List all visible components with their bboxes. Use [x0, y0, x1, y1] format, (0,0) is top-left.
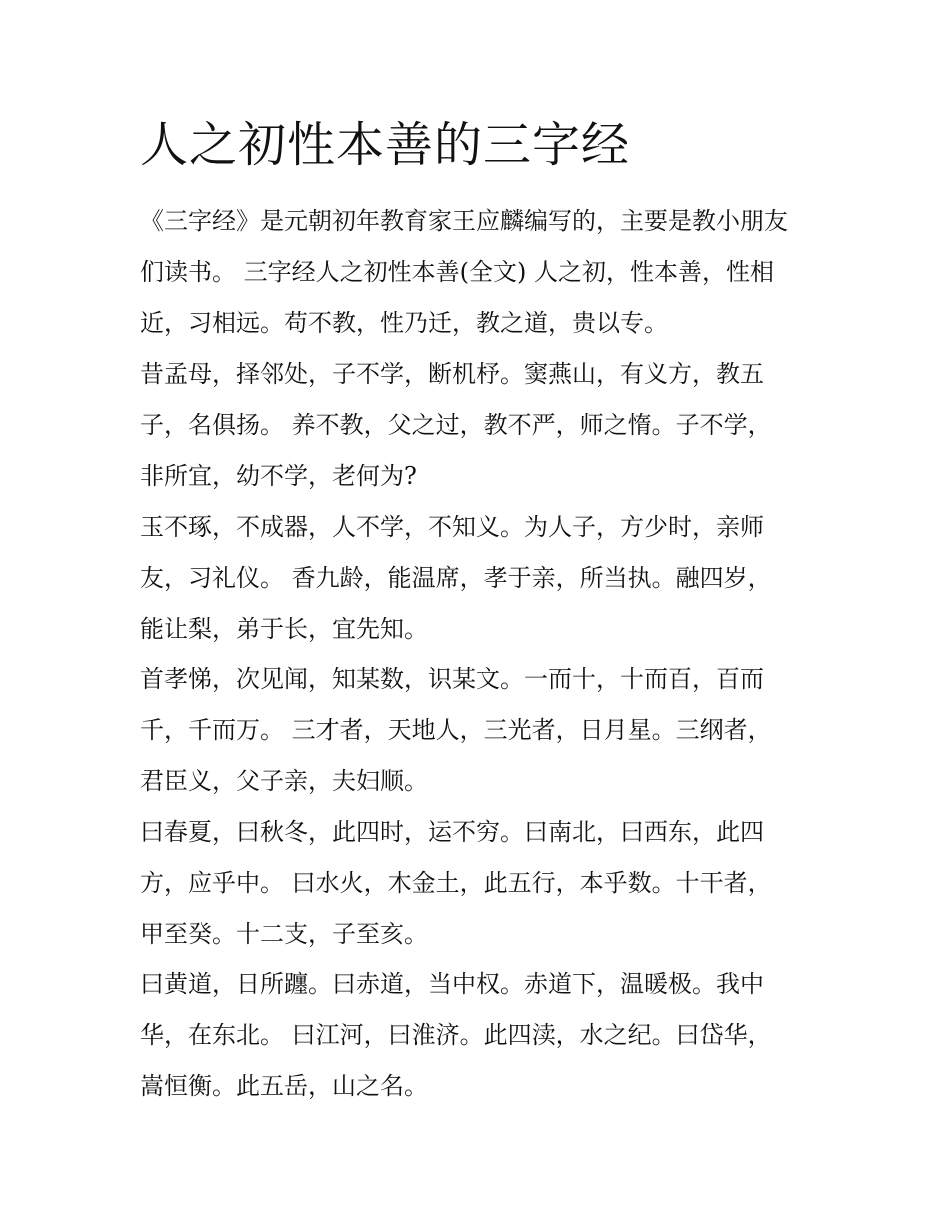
text-line: 近，习相远。苟不教，性乃迁，教之道，贵以专。: [140, 309, 668, 337]
text-line: 友，习礼仪。 香九龄，能温席，孝于亲，所当执。融四岁，: [140, 564, 772, 592]
text-line: 玉不琢，不成器，人不学，不知义。为人子，方少时，亲师: [140, 513, 764, 541]
text-line: 首孝悌，次见闻，知某数，识某文。一而十，十而百，百而: [140, 665, 764, 693]
text-line: 嵩恒衡。此五岳，山之名。: [140, 1072, 428, 1100]
text-line: 君臣义，父子亲，夫妇顺。: [140, 767, 428, 795]
text-line: 华，在东北。 曰江河，曰淮济。此四渎，水之纪。曰岱华，: [140, 1021, 772, 1049]
text-line: 《三字经》是元朝初年教育家王应麟编写的，主要是教小朋友: [140, 207, 788, 235]
text-line: 们读书。 三字经人之初性本善(全文) 人之初，性本善，性相: [140, 258, 774, 286]
text-line: 非所宜，幼不学，老何为?: [140, 462, 417, 490]
text-line: 甲至癸。十二支，子至亥。: [140, 920, 428, 948]
page-title: 人之初性本善的三字经: [140, 117, 631, 173]
text-line: 方，应乎中。 曰水火，木金土，此五行，本乎数。十干者，: [140, 869, 772, 897]
text-line: 千，千而万。 三才者，天地人，三光者，日月星。三纲者，: [140, 716, 772, 744]
text-line: 子，名俱扬。 养不教，父之过，教不严，师之惰。子不学，: [140, 411, 772, 439]
text-line: 能让梨，弟于长，宜先知。: [140, 615, 428, 643]
text-line: 曰春夏，曰秋冬，此四时，运不穷。曰南北，曰西东，此四: [140, 818, 764, 846]
text-line: 昔孟母，择邻处，子不学，断机杼。窦燕山，有义方，教五: [140, 360, 764, 388]
text-line: 曰黄道，日所躔。曰赤道，当中权。赤道下，温暖极。我中: [140, 970, 764, 998]
